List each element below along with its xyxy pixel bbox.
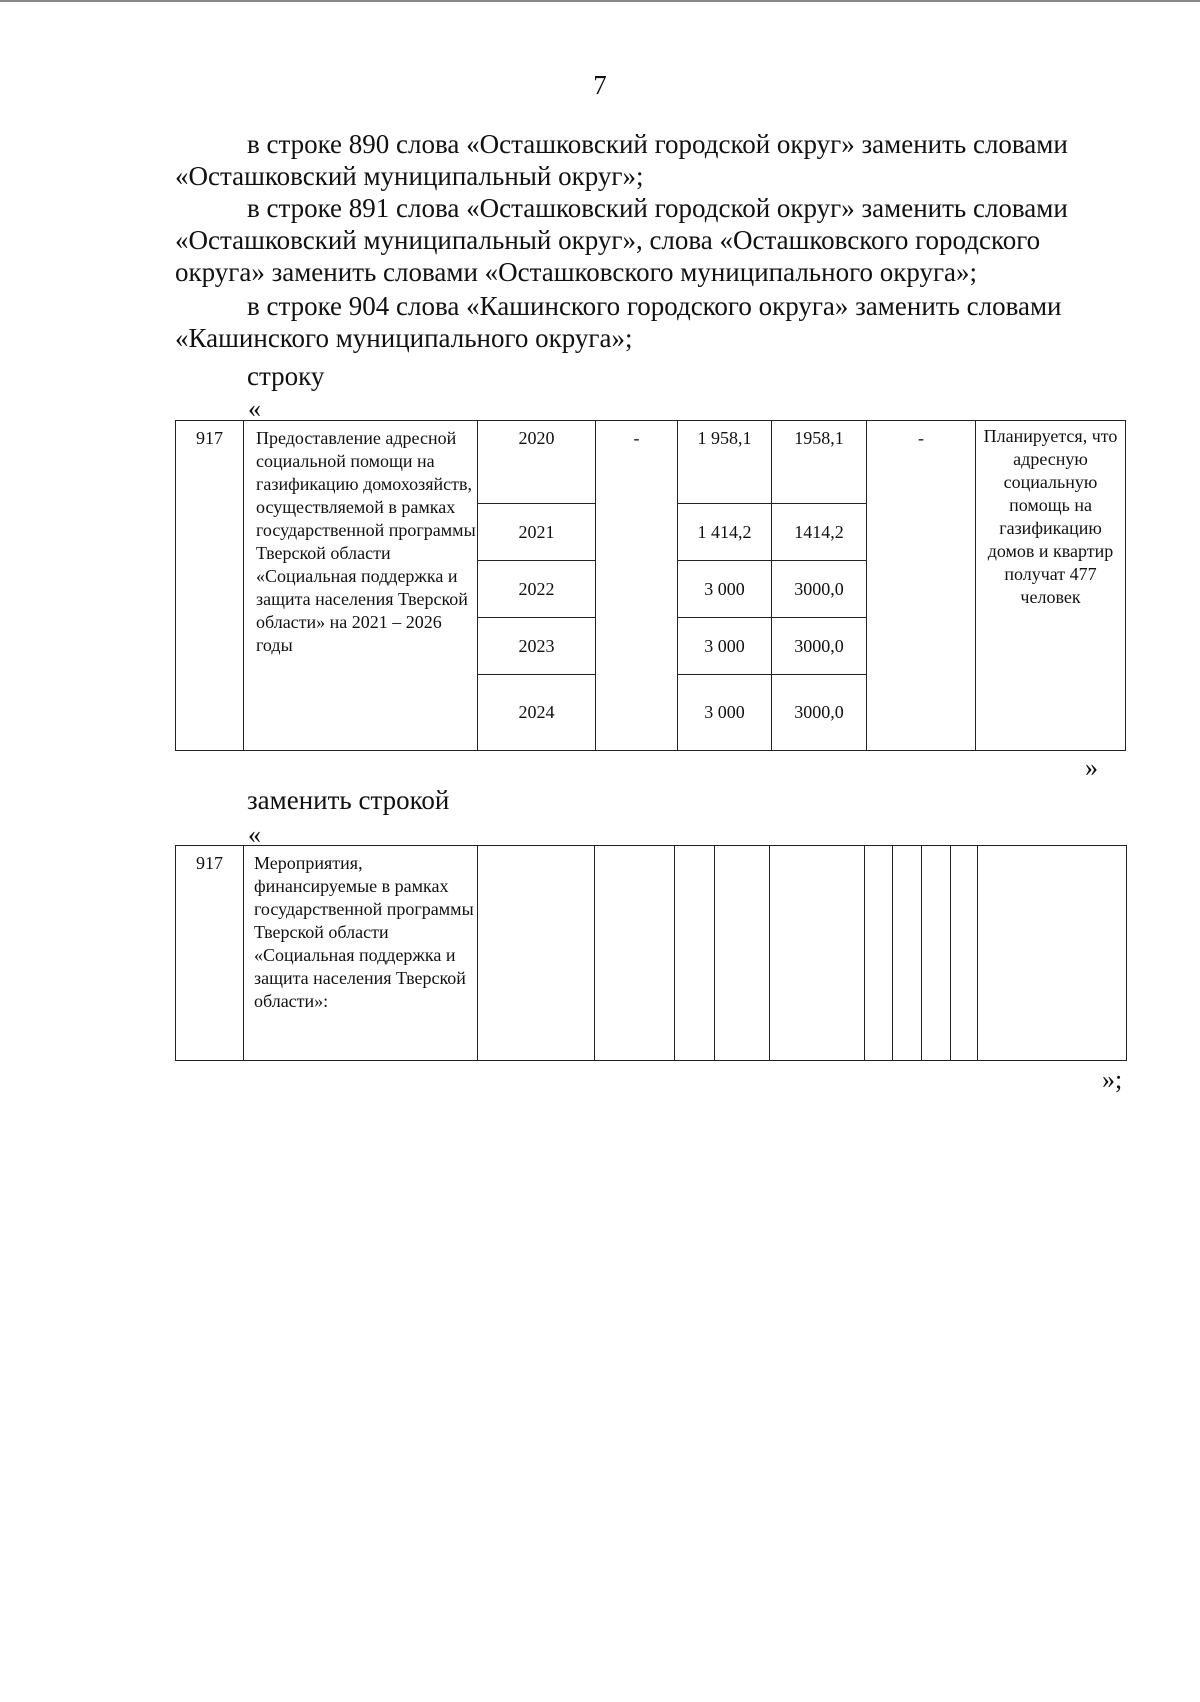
open-quote-1: « bbox=[248, 394, 261, 423]
old-dash-col1: - bbox=[596, 421, 678, 751]
table-old-row bbox=[175, 420, 1126, 751]
close-quote-1: » bbox=[1085, 753, 1098, 782]
paragraph-891-line1: в строке 891 слова «Осташковский городской округ» заменить словами bbox=[247, 193, 1068, 223]
new-empty-cell bbox=[675, 846, 715, 1061]
old-value-a-2023: 3 000 bbox=[678, 618, 772, 675]
new-empty-cell bbox=[951, 846, 978, 1061]
old-value-b-2020: 1958,1 bbox=[772, 421, 867, 504]
old-dash-col2: - bbox=[867, 421, 976, 751]
new-empty-cell bbox=[893, 846, 922, 1061]
old-year-2022: 2022 bbox=[478, 561, 596, 618]
old-year-2021: 2021 bbox=[478, 504, 596, 561]
paragraph-891-line3: округа» заменить словами «Осташковского муниципального округа»; bbox=[175, 257, 978, 287]
new-empty-cell bbox=[865, 846, 893, 1061]
old-year-2024: 2024 bbox=[478, 675, 596, 751]
new-row-name: Мероприятия, финансируемые в рамках государственной программы Тверской области «Социальная поддержка и защита населения Тверской области»: bbox=[244, 846, 478, 1061]
paragraph-890-line1: в строке 890 слова «Осташковский городской округ» заменить словами bbox=[247, 129, 1068, 159]
new-empty-cell bbox=[595, 846, 675, 1061]
new-empty-cell bbox=[478, 846, 595, 1061]
open-quote-2: « bbox=[248, 820, 261, 849]
paragraph-904-line2: «Кашинского муниципального округа»; bbox=[175, 323, 633, 353]
old-row-number: 917 bbox=[176, 421, 244, 751]
old-value-a-2024: 3 000 bbox=[678, 675, 772, 751]
new-empty-cell bbox=[770, 846, 865, 1061]
scan-edge-line bbox=[0, 0, 1200, 2]
label-stroku: строку bbox=[247, 361, 325, 391]
old-row-note: Планируется, что адресную социальную помощь на газификацию домов и квартир получат 477 человек bbox=[976, 421, 1126, 751]
old-row-name: Предоставление адресной социальной помощи на газификацию домохозяйств, осуществляемой в рамках государственной программы Тверской области «Социальная поддержка и защита населения Тверской области» на 2021 – 2026 годы bbox=[244, 421, 478, 751]
old-year-2020: 2020 bbox=[478, 421, 596, 504]
table-new-row bbox=[175, 845, 1127, 1061]
label-replace: заменить строкой bbox=[247, 785, 450, 815]
paragraph-904 bbox=[175, 290, 1125, 354]
paragraph-890 bbox=[175, 128, 1125, 192]
old-value-a-2021: 1 414,2 bbox=[678, 504, 772, 561]
paragraph-891 bbox=[175, 192, 1125, 288]
old-value-a-2020: 1 958,1 bbox=[678, 421, 772, 504]
new-empty-cell bbox=[978, 846, 1127, 1061]
old-value-b-2021: 1414,2 bbox=[772, 504, 867, 561]
old-value-b-2023: 3000,0 bbox=[772, 618, 867, 675]
paragraph-891-line2: «Осташковский муниципальный округ», слова «Осташковского городского bbox=[175, 225, 1041, 255]
new-empty-cell bbox=[715, 846, 770, 1061]
paragraph-904-line1: в строке 904 слова «Кашинского городского округа» заменить словами bbox=[247, 291, 1062, 321]
page-number: 7 bbox=[593, 70, 607, 100]
new-row-number: 917 bbox=[176, 846, 244, 1061]
old-value-b-2022: 3000,0 bbox=[772, 561, 867, 618]
paragraph-890-line2: «Осташковский муниципальный округ»; bbox=[175, 161, 644, 191]
new-empty-cell bbox=[922, 846, 951, 1061]
old-value-b-2024: 3000,0 bbox=[772, 675, 867, 751]
close-quote-2: »; bbox=[1102, 1065, 1123, 1094]
old-value-a-2022: 3 000 bbox=[678, 561, 772, 618]
old-year-2023: 2023 bbox=[478, 618, 596, 675]
